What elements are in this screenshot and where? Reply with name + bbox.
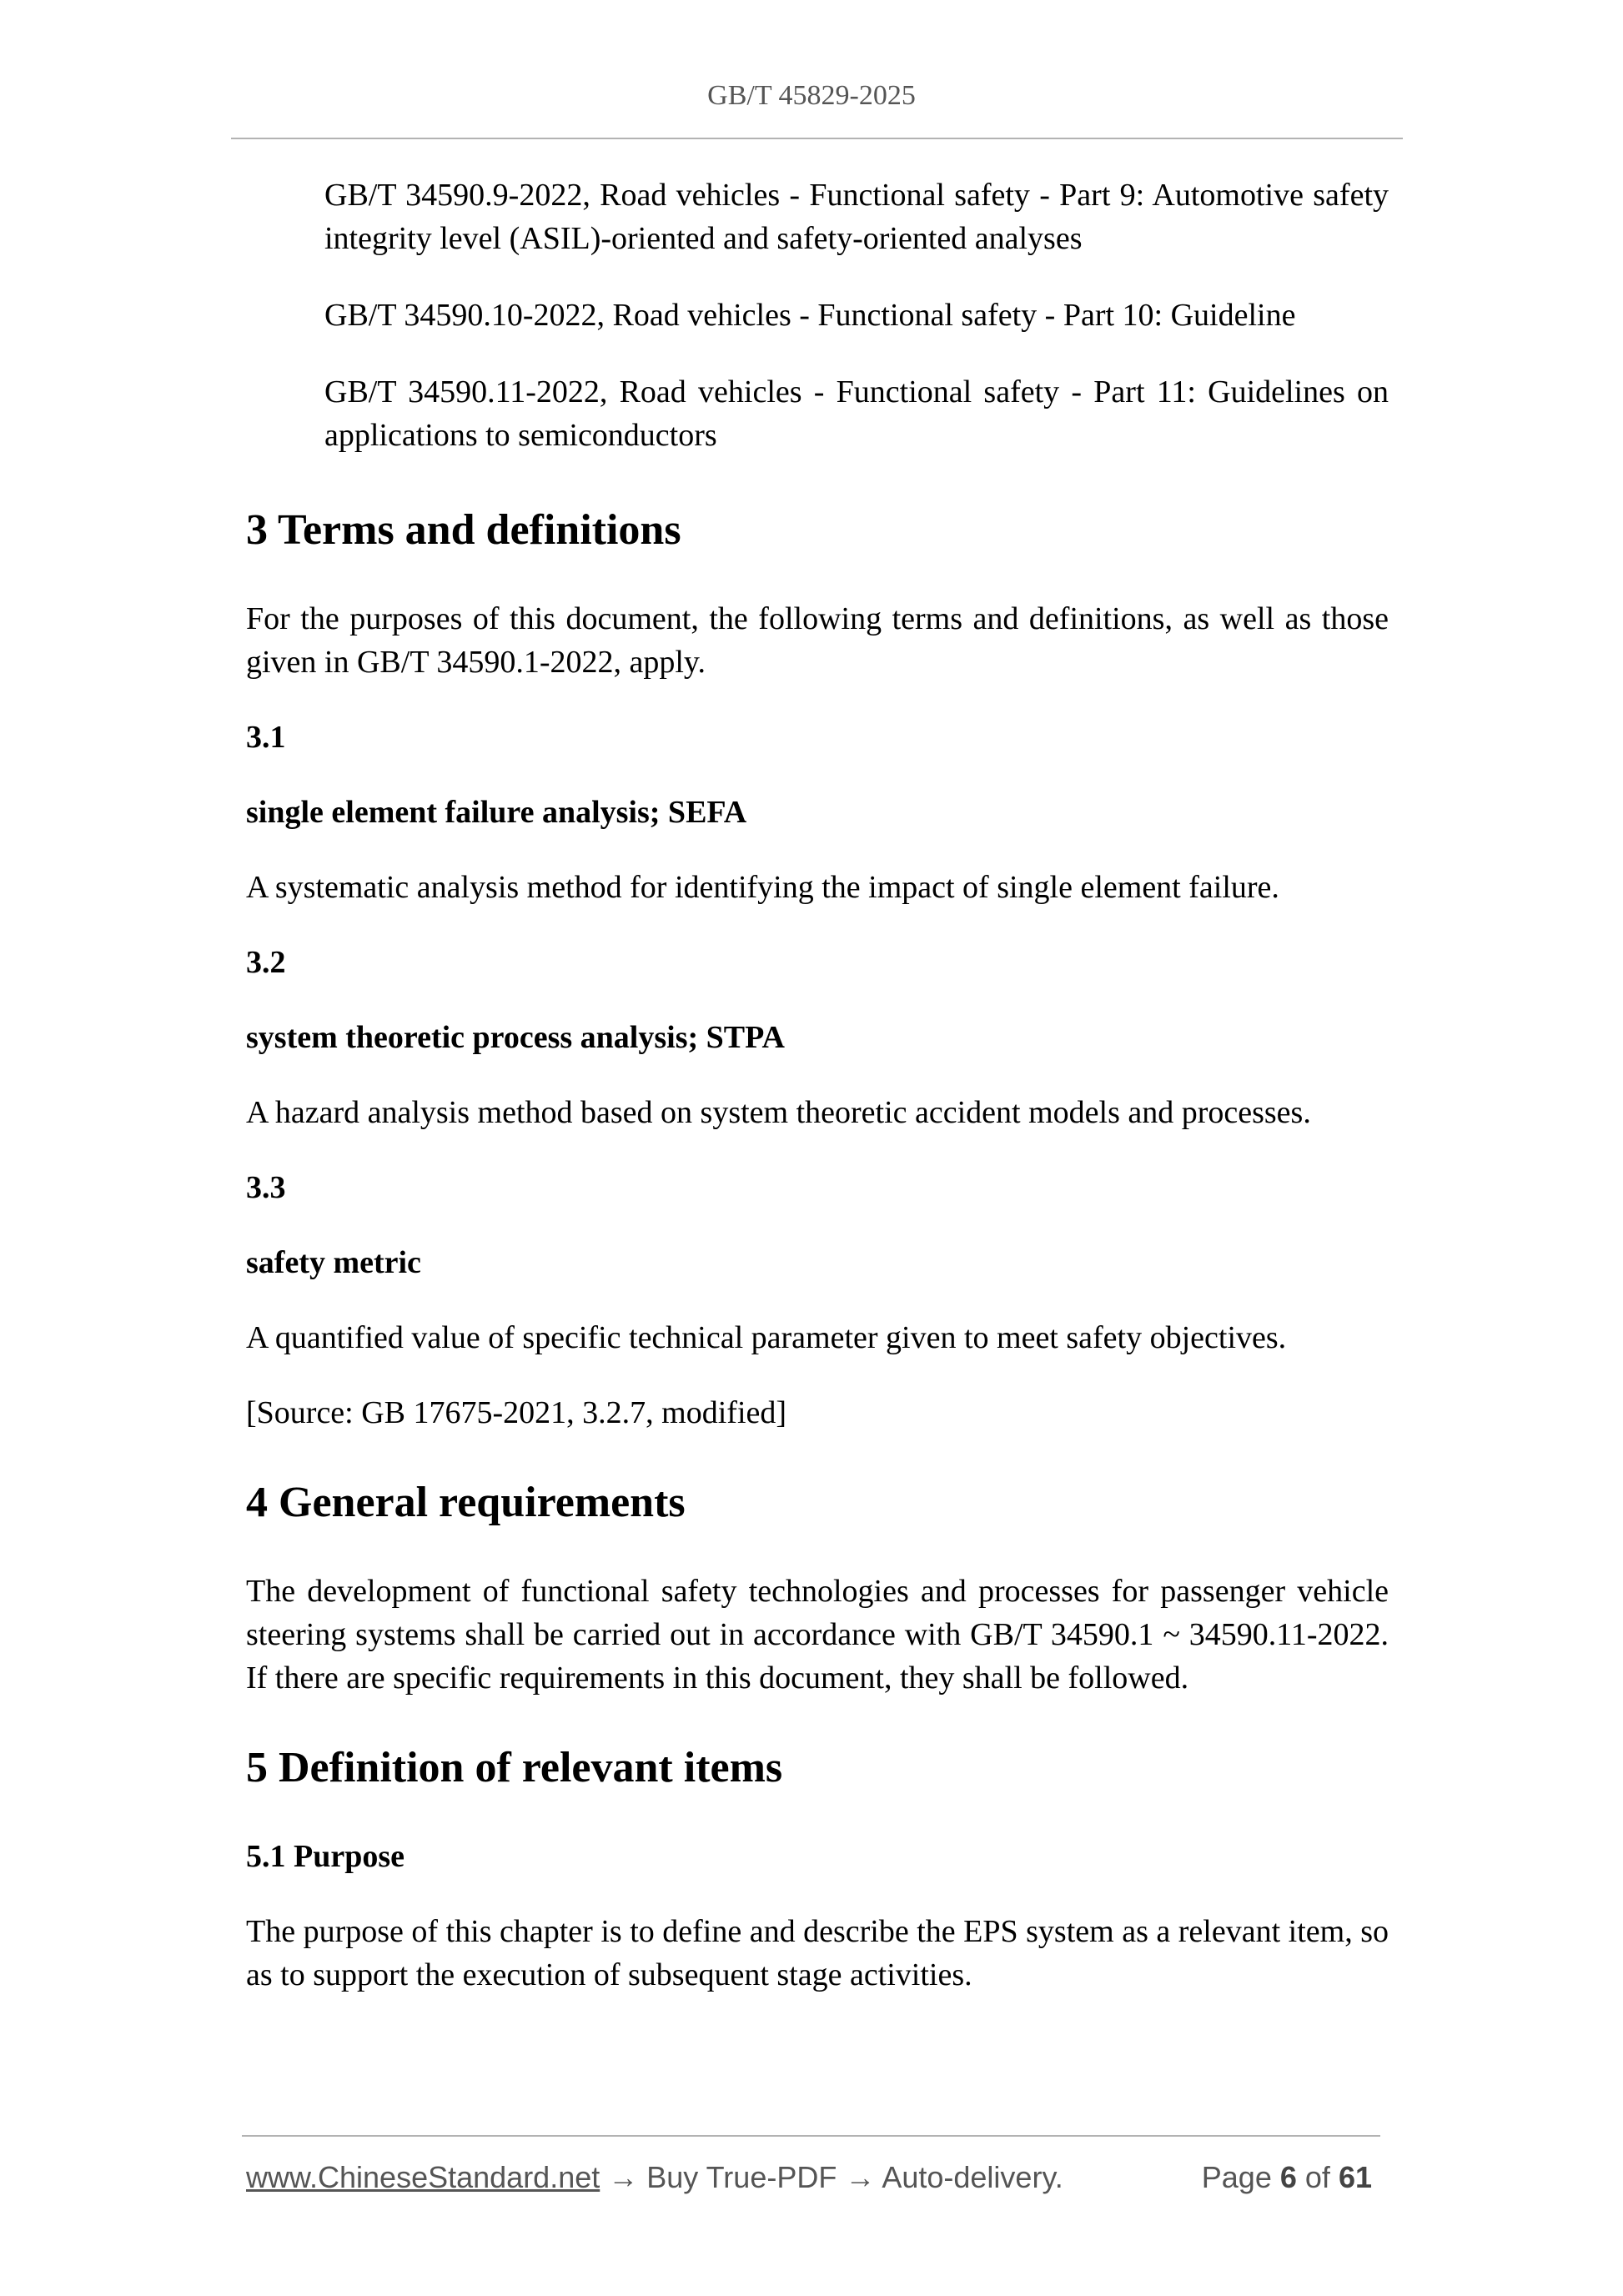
page-footer xyxy=(246,2160,1380,2200)
term-number: 3.3 xyxy=(246,1170,286,1205)
reference-item: GB/T 34590.10-2022, Road vehicles - Functional safety - Part 10: Guideline xyxy=(324,298,1296,333)
section-5-heading: 5 Definition of relevant items xyxy=(246,1744,783,1791)
page-current: 6 xyxy=(1279,2160,1297,2194)
header-divider xyxy=(231,138,1403,139)
term-source-note: [Source: GB 17675-2021, 3.2.7, modified] xyxy=(246,1395,787,1430)
page-of-label: of xyxy=(1304,2160,1330,2194)
term-name: safety metric xyxy=(246,1245,421,1280)
term-definition: A quantified value of specific technical parameter given to meet safety objectives. xyxy=(246,1320,1287,1355)
reference-item: GB/T 34590.9-2022, Road vehicles - Functional safety - Part 9: Automotive safety integrity level (ASIL)-oriented and safety-oriented analyses xyxy=(324,178,1389,256)
page-body xyxy=(246,173,1389,1997)
footer-promo-text: → Buy True-PDF → Auto-delivery. xyxy=(608,2160,1063,2194)
footer-divider xyxy=(242,2135,1380,2137)
section-4-heading: 4 General requirements xyxy=(246,1479,686,1526)
footer-promo xyxy=(246,2160,1063,2195)
page-label: Page xyxy=(1201,2160,1272,2194)
normative-references-list xyxy=(246,173,1389,457)
section-5-1-text: The purpose of this chapter is to define and describe the EPS system as a relevant item, so as to support the execution of subsequent stage activities. xyxy=(246,1914,1389,1992)
section-3-heading: 3 Terms and definitions xyxy=(246,506,681,554)
term-number: 3.2 xyxy=(246,945,286,980)
term-number: 3.1 xyxy=(246,720,286,755)
term-definition: A systematic analysis method for identifying the impact of single element failure. xyxy=(246,870,1279,905)
reference-item: GB/T 34590.11-2022, Road vehicles - Functional safety - Part 11: Guidelines on applications to semiconductors xyxy=(324,374,1389,453)
running-header: GB/T 45829-2025 xyxy=(707,80,916,111)
page-indicator xyxy=(1202,2160,1372,2195)
section-4-text: The development of functional safety technologies and processes for passenger vehicle steering systems shall be carried out in accordance with GB/T 34590.1 ~ 34590.11-2022. If there are specific requirements in this document, they shall be followed. xyxy=(246,1574,1389,1696)
subsection-5-1-heading: 5.1 Purpose xyxy=(246,1839,404,1874)
term-name: single element failure analysis; SEFA xyxy=(246,795,747,830)
page-total: 61 xyxy=(1338,2160,1372,2194)
section-3-intro: For the purposes of this document, the following terms and definitions, as well as those given in GB/T 34590.1-2022, apply. xyxy=(246,601,1389,680)
website-link[interactable]: www.ChineseStandard.net xyxy=(246,2160,600,2194)
term-definition: A hazard analysis method based on system theoretic accident models and processes. xyxy=(246,1095,1311,1130)
term-name: system theoretic process analysis; STPA xyxy=(246,1020,785,1055)
